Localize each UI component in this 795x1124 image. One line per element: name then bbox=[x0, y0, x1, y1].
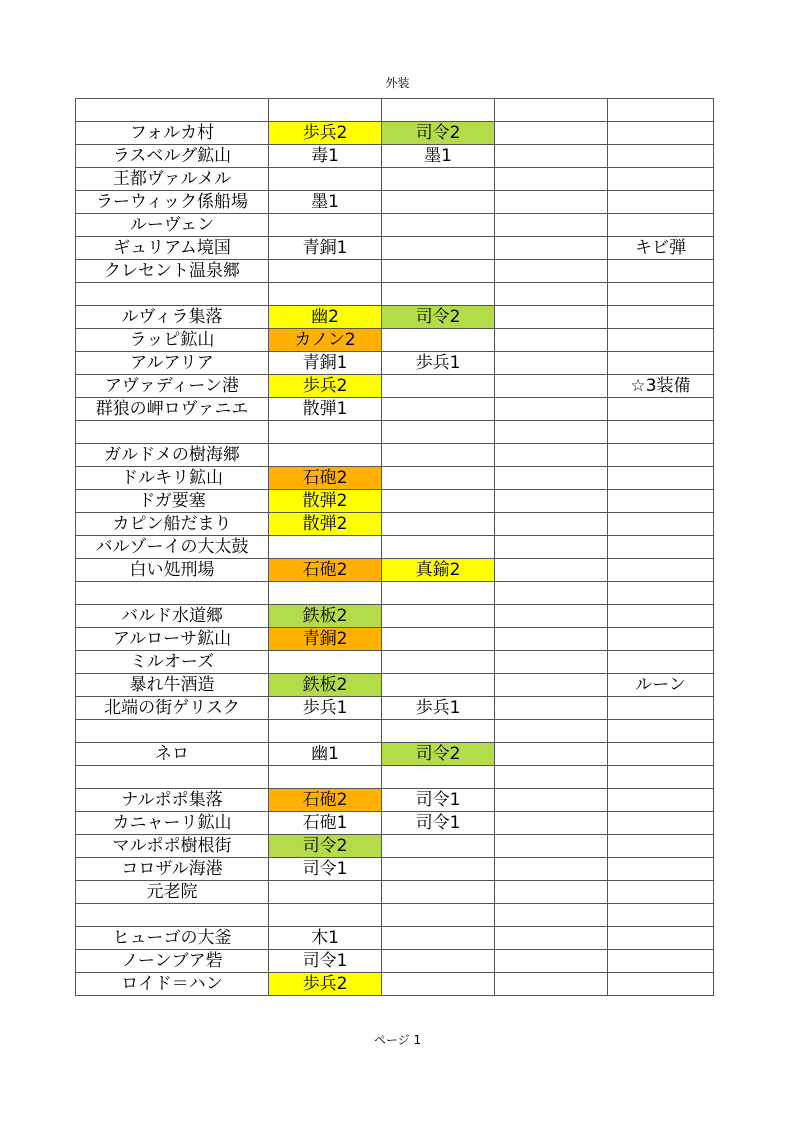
table-row bbox=[76, 306, 714, 329]
table-row bbox=[76, 927, 714, 950]
reward-cell bbox=[608, 444, 714, 467]
material-cell-3 bbox=[495, 536, 608, 559]
material-cell-3 bbox=[495, 168, 608, 191]
table-row bbox=[76, 191, 714, 214]
material-cell-2 bbox=[382, 674, 495, 697]
material-cell-3 bbox=[495, 191, 608, 214]
material-cell-1 bbox=[269, 720, 382, 743]
location-cell: ヒューゴの大釜 bbox=[76, 927, 269, 950]
table-row bbox=[76, 789, 714, 812]
material-cell-2 bbox=[382, 237, 495, 260]
material-cell-1 bbox=[269, 214, 382, 237]
material-cell-2 bbox=[382, 467, 495, 490]
material-cell-1: 司令2 bbox=[269, 835, 382, 858]
table-row bbox=[76, 375, 714, 398]
reward-cell bbox=[608, 812, 714, 835]
table-row bbox=[76, 605, 714, 628]
material-cell-3 bbox=[495, 973, 608, 996]
material-cell-1: 司令1 bbox=[269, 950, 382, 973]
material-cell-2 bbox=[382, 214, 495, 237]
material-cell-2: 司令1 bbox=[382, 812, 495, 835]
location-cell: ガルドメの樹海郷 bbox=[76, 444, 269, 467]
material-cell-3 bbox=[495, 835, 608, 858]
material-cell-2: 墨1 bbox=[382, 145, 495, 168]
material-cell-2 bbox=[382, 260, 495, 283]
material-cell-1: 歩兵1 bbox=[269, 697, 382, 720]
material-cell-1: 歩兵2 bbox=[269, 973, 382, 996]
material-cell-1 bbox=[269, 168, 382, 191]
location-cell: ドガ要塞 bbox=[76, 490, 269, 513]
reward-cell bbox=[608, 973, 714, 996]
table-row bbox=[76, 973, 714, 996]
material-cell-3 bbox=[495, 789, 608, 812]
material-cell-3 bbox=[495, 214, 608, 237]
reward-cell bbox=[608, 513, 714, 536]
material-cell-3 bbox=[495, 858, 608, 881]
material-cell-1: 墨1 bbox=[269, 191, 382, 214]
material-cell-3 bbox=[495, 743, 608, 766]
location-cell: フォルカ村 bbox=[76, 122, 269, 145]
table-row bbox=[76, 674, 714, 697]
material-cell-3 bbox=[495, 674, 608, 697]
table-row bbox=[76, 559, 714, 582]
material-cell-3 bbox=[495, 398, 608, 421]
location-cell bbox=[76, 582, 269, 605]
reward-cell bbox=[608, 582, 714, 605]
location-cell: ラーウィック係船場 bbox=[76, 191, 269, 214]
page-footer-number: ページ 1 bbox=[373, 1033, 422, 1047]
reward-cell bbox=[608, 904, 714, 927]
material-cell-3 bbox=[495, 904, 608, 927]
reward-cell bbox=[608, 490, 714, 513]
reward-cell bbox=[608, 352, 714, 375]
location-cell: カピン船だまり bbox=[76, 513, 269, 536]
material-cell-3 bbox=[495, 651, 608, 674]
table-row bbox=[76, 835, 714, 858]
material-cell-3 bbox=[495, 260, 608, 283]
material-cell-3 bbox=[495, 766, 608, 789]
location-cell: ミルオーズ bbox=[76, 651, 269, 674]
location-cell: ラッピ鉱山 bbox=[76, 329, 269, 352]
spreadsheet-table bbox=[75, 98, 714, 996]
location-cell: 王都ヴァルメル bbox=[76, 168, 269, 191]
material-cell-1 bbox=[269, 582, 382, 605]
table-row bbox=[76, 99, 714, 122]
material-cell-1: 鉄板2 bbox=[269, 605, 382, 628]
table-row bbox=[76, 421, 714, 444]
material-cell-2: 真鍮2 bbox=[382, 559, 495, 582]
material-cell-2 bbox=[382, 168, 495, 191]
reward-cell bbox=[608, 697, 714, 720]
material-cell-1 bbox=[269, 444, 382, 467]
location-cell: バルゾーイの大太鼓 bbox=[76, 536, 269, 559]
material-cell-1 bbox=[269, 766, 382, 789]
material-cell-2 bbox=[382, 835, 495, 858]
reward-cell bbox=[608, 858, 714, 881]
material-cell-1: カノン2 bbox=[269, 329, 382, 352]
material-cell-2 bbox=[382, 605, 495, 628]
material-cell-2 bbox=[382, 904, 495, 927]
table-row bbox=[76, 283, 714, 306]
material-cell-3 bbox=[495, 697, 608, 720]
material-cell-1: 石砲2 bbox=[269, 467, 382, 490]
material-cell-3 bbox=[495, 513, 608, 536]
reward-cell bbox=[608, 260, 714, 283]
location-cell: 暴れ牛酒造 bbox=[76, 674, 269, 697]
material-cell-1: 歩兵2 bbox=[269, 375, 382, 398]
material-cell-2 bbox=[382, 651, 495, 674]
reward-cell bbox=[608, 145, 714, 168]
reward-cell: ルーン bbox=[608, 674, 714, 697]
material-cell-1 bbox=[269, 99, 382, 122]
table-row bbox=[76, 536, 714, 559]
material-cell-2: 司令2 bbox=[382, 122, 495, 145]
location-cell bbox=[76, 904, 269, 927]
material-cell-2 bbox=[382, 329, 495, 352]
material-cell-1 bbox=[269, 536, 382, 559]
material-cell-2 bbox=[382, 881, 495, 904]
location-cell bbox=[76, 720, 269, 743]
table-row bbox=[76, 122, 714, 145]
table-row bbox=[76, 697, 714, 720]
location-cell bbox=[76, 99, 269, 122]
table-row bbox=[76, 881, 714, 904]
material-cell-3 bbox=[495, 122, 608, 145]
reward-cell bbox=[608, 283, 714, 306]
location-cell: 群狼の岬ロヴァニエ bbox=[76, 398, 269, 421]
material-cell-2 bbox=[382, 628, 495, 651]
material-cell-3 bbox=[495, 375, 608, 398]
material-cell-3 bbox=[495, 881, 608, 904]
reward-cell bbox=[608, 605, 714, 628]
location-cell: マルポポ樹根街 bbox=[76, 835, 269, 858]
material-cell-3 bbox=[495, 145, 608, 168]
location-cell bbox=[76, 283, 269, 306]
table-row bbox=[76, 628, 714, 651]
material-cell-2 bbox=[382, 444, 495, 467]
material-cell-1 bbox=[269, 283, 382, 306]
reward-cell bbox=[608, 168, 714, 191]
material-cell-1 bbox=[269, 421, 382, 444]
reward-cell bbox=[608, 720, 714, 743]
material-cell-3 bbox=[495, 490, 608, 513]
material-cell-2 bbox=[382, 973, 495, 996]
reward-cell bbox=[608, 881, 714, 904]
material-cell-1: 青銅2 bbox=[269, 628, 382, 651]
reward-cell bbox=[608, 99, 714, 122]
location-cell: ドルキリ鉱山 bbox=[76, 467, 269, 490]
table-row bbox=[76, 812, 714, 835]
material-cell-1: 散弾2 bbox=[269, 490, 382, 513]
material-cell-3 bbox=[495, 582, 608, 605]
table-row bbox=[76, 766, 714, 789]
table-row bbox=[76, 214, 714, 237]
reward-cell bbox=[608, 122, 714, 145]
location-cell: ノーンブア砦 bbox=[76, 950, 269, 973]
location-cell: 北端の街ゲリスク bbox=[76, 697, 269, 720]
material-cell-3 bbox=[495, 559, 608, 582]
material-cell-2 bbox=[382, 927, 495, 950]
material-cell-3 bbox=[495, 99, 608, 122]
location-cell bbox=[76, 766, 269, 789]
material-cell-1 bbox=[269, 651, 382, 674]
material-cell-3 bbox=[495, 720, 608, 743]
table-body bbox=[76, 99, 714, 996]
table-row bbox=[76, 582, 714, 605]
material-cell-1: 幽1 bbox=[269, 743, 382, 766]
material-cell-1: 鉄板2 bbox=[269, 674, 382, 697]
reward-cell bbox=[608, 743, 714, 766]
reward-cell: キビ弾 bbox=[608, 237, 714, 260]
material-cell-3 bbox=[495, 444, 608, 467]
material-cell-3 bbox=[495, 950, 608, 973]
material-cell-2 bbox=[382, 421, 495, 444]
table-row bbox=[76, 237, 714, 260]
material-cell-2 bbox=[382, 720, 495, 743]
reward-cell bbox=[608, 191, 714, 214]
location-cell: 元老院 bbox=[76, 881, 269, 904]
material-cell-1: 散弾2 bbox=[269, 513, 382, 536]
material-cell-1: 毒1 bbox=[269, 145, 382, 168]
material-cell-2 bbox=[382, 766, 495, 789]
material-cell-1: 司令1 bbox=[269, 858, 382, 881]
page-header-title: 外装 bbox=[385, 76, 410, 90]
reward-cell bbox=[608, 835, 714, 858]
reward-cell bbox=[608, 628, 714, 651]
material-cell-2 bbox=[382, 283, 495, 306]
table-row bbox=[76, 858, 714, 881]
reward-cell bbox=[608, 651, 714, 674]
table-row bbox=[76, 904, 714, 927]
location-cell: ラスベルグ鉱山 bbox=[76, 145, 269, 168]
material-cell-1: 石砲2 bbox=[269, 559, 382, 582]
location-cell: 白い処刑場 bbox=[76, 559, 269, 582]
location-cell: ロイド＝ハン bbox=[76, 973, 269, 996]
table-row bbox=[76, 329, 714, 352]
material-cell-1: 木1 bbox=[269, 927, 382, 950]
material-cell-2 bbox=[382, 375, 495, 398]
reward-cell bbox=[608, 398, 714, 421]
location-cell: カニャーリ鉱山 bbox=[76, 812, 269, 835]
material-cell-1: 歩兵2 bbox=[269, 122, 382, 145]
material-cell-3 bbox=[495, 467, 608, 490]
material-cell-1 bbox=[269, 904, 382, 927]
table-row bbox=[76, 145, 714, 168]
location-cell: コロザル海港 bbox=[76, 858, 269, 881]
material-cell-2: 歩兵1 bbox=[382, 697, 495, 720]
material-cell-1: 散弾1 bbox=[269, 398, 382, 421]
reward-cell: ☆3装備 bbox=[608, 375, 714, 398]
location-cell: アルローサ鉱山 bbox=[76, 628, 269, 651]
reward-cell bbox=[608, 950, 714, 973]
reward-cell bbox=[608, 789, 714, 812]
location-cell: ルーヴェン bbox=[76, 214, 269, 237]
location-cell: ネロ bbox=[76, 743, 269, 766]
location-cell: クレセント温泉郷 bbox=[76, 260, 269, 283]
table-row bbox=[76, 444, 714, 467]
table-row bbox=[76, 260, 714, 283]
material-cell-1: 青銅1 bbox=[269, 352, 382, 375]
material-cell-2: 司令2 bbox=[382, 306, 495, 329]
reward-cell bbox=[608, 214, 714, 237]
material-cell-1 bbox=[269, 881, 382, 904]
table-row bbox=[76, 651, 714, 674]
material-cell-3 bbox=[495, 421, 608, 444]
table-row bbox=[76, 398, 714, 421]
material-cell-2 bbox=[382, 490, 495, 513]
table-row bbox=[76, 950, 714, 973]
table-row bbox=[76, 743, 714, 766]
table-row bbox=[76, 490, 714, 513]
table-row bbox=[76, 513, 714, 536]
material-cell-1: 石砲1 bbox=[269, 812, 382, 835]
location-cell: アヴァディーン港 bbox=[76, 375, 269, 398]
reward-cell bbox=[608, 559, 714, 582]
material-cell-3 bbox=[495, 812, 608, 835]
location-cell: ギュリアム境国 bbox=[76, 237, 269, 260]
location-cell bbox=[76, 421, 269, 444]
location-cell: バルド水道郷 bbox=[76, 605, 269, 628]
material-cell-3 bbox=[495, 283, 608, 306]
material-cell-1 bbox=[269, 260, 382, 283]
material-cell-2 bbox=[382, 950, 495, 973]
reward-cell bbox=[608, 329, 714, 352]
reward-cell bbox=[608, 421, 714, 444]
reward-cell bbox=[608, 536, 714, 559]
material-cell-3 bbox=[495, 927, 608, 950]
table-row bbox=[76, 168, 714, 191]
material-cell-2 bbox=[382, 858, 495, 881]
material-cell-2: 司令1 bbox=[382, 789, 495, 812]
material-cell-2 bbox=[382, 582, 495, 605]
material-cell-2 bbox=[382, 191, 495, 214]
location-cell: アルアリア bbox=[76, 352, 269, 375]
table-row bbox=[76, 720, 714, 743]
material-cell-2 bbox=[382, 99, 495, 122]
reward-cell bbox=[608, 766, 714, 789]
table-row bbox=[76, 467, 714, 490]
material-cell-2: 歩兵1 bbox=[382, 352, 495, 375]
material-cell-3 bbox=[495, 352, 608, 375]
material-cell-3 bbox=[495, 628, 608, 651]
material-cell-1: 石砲2 bbox=[269, 789, 382, 812]
reward-cell bbox=[608, 927, 714, 950]
location-cell: ルヴィラ集落 bbox=[76, 306, 269, 329]
material-cell-2 bbox=[382, 536, 495, 559]
material-cell-1: 青銅1 bbox=[269, 237, 382, 260]
material-cell-3 bbox=[495, 605, 608, 628]
material-cell-3 bbox=[495, 306, 608, 329]
material-cell-2 bbox=[382, 513, 495, 536]
material-cell-3 bbox=[495, 237, 608, 260]
material-cell-2 bbox=[382, 398, 495, 421]
location-cell: ナルポポ集落 bbox=[76, 789, 269, 812]
reward-cell bbox=[608, 306, 714, 329]
table-row bbox=[76, 352, 714, 375]
reward-cell bbox=[608, 467, 714, 490]
material-cell-1: 幽2 bbox=[269, 306, 382, 329]
material-cell-3 bbox=[495, 329, 608, 352]
material-cell-2: 司令2 bbox=[382, 743, 495, 766]
